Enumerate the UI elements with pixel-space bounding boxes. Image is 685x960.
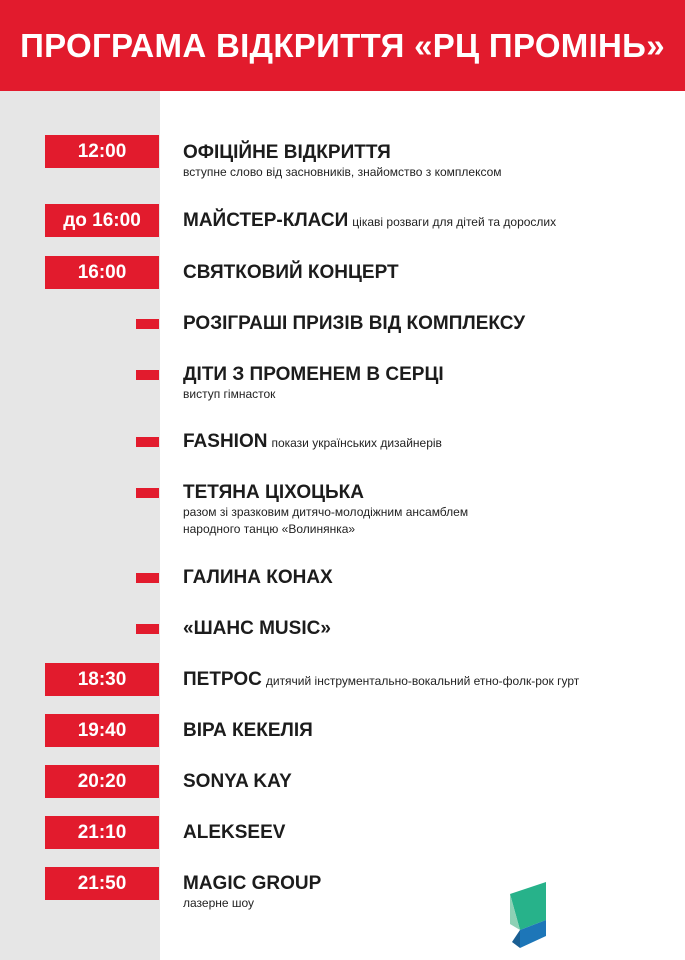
program-item: [183, 364, 673, 403]
item-title: СВЯТКОВИЙ КОНЦЕРТ: [183, 262, 399, 283]
item-title: ALEKSEEV: [183, 822, 286, 843]
item-title: ВІРА КЕКЕЛІЯ: [183, 720, 313, 741]
program-item: [183, 210, 673, 233]
program-item: [183, 313, 673, 335]
header-bar: [0, 0, 685, 91]
program-item: [183, 567, 673, 589]
item-title: ТЕТЯНА ЦІХОЦЬКА: [183, 482, 364, 503]
time-badge: 19:40: [45, 714, 159, 747]
program-item: [183, 720, 673, 742]
time-badge: 12:00: [45, 135, 159, 168]
time-badge: до 16:00: [45, 204, 159, 237]
program-item: [183, 822, 673, 844]
page-title: ПРОГРАМА ВІДКРИТТЯ «РЦ ПРОМІНЬ»: [20, 26, 665, 64]
item-title: ГАЛИНА КОНАХ: [183, 567, 333, 588]
item-description: лазерне шоу: [183, 896, 255, 910]
program-item: [183, 431, 673, 454]
promin-logo-icon: [506, 880, 548, 950]
timeline-marker: [136, 370, 159, 380]
item-description: вступне слово від засновників, знайомство з комплексом: [183, 165, 502, 179]
item-description: дитячий інструментально-вокальний етно-фолк-рок гурт: [265, 674, 580, 688]
item-title: ОФІЦІЙНЕ ВІДКРИТТЯ: [183, 142, 391, 163]
item-title: SONYA KAY: [183, 771, 292, 792]
program-item: [183, 482, 673, 538]
program-item: [183, 771, 673, 793]
timeline-marker: [136, 319, 159, 329]
program-item: [183, 873, 673, 912]
item-title: MAGIC GROUP: [183, 873, 322, 894]
item-description: цікаві розваги для дітей та дорослих: [352, 215, 557, 229]
item-description: покази українських дизайнерів: [271, 436, 442, 450]
program-item: [183, 142, 673, 181]
timeline-marker: [136, 573, 159, 583]
program-item: [183, 618, 673, 640]
timeline-marker: [136, 488, 159, 498]
item-description: разом зі зразковим дитячо-молодіжним ансамблем народного танцю «Волинянка»: [183, 505, 469, 536]
timeline-marker: [136, 437, 159, 447]
program-item: [183, 669, 673, 692]
item-title: МАЙСТЕР-КЛАСИ: [183, 210, 349, 231]
time-badge: 21:50: [45, 867, 159, 900]
item-title: «ШАНС MUSIC»: [183, 618, 331, 639]
time-badge: 16:00: [45, 256, 159, 289]
item-title: FASHION: [183, 431, 268, 452]
time-badge: 18:30: [45, 663, 159, 696]
time-badge: 20:20: [45, 765, 159, 798]
item-title: ДІТИ З ПРОМЕНЕМ В СЕРЦІ: [183, 364, 444, 385]
time-badge: 21:10: [45, 816, 159, 849]
timeline-marker: [136, 624, 159, 634]
item-title: ПЕТРОС: [183, 669, 262, 690]
program-item: [183, 262, 673, 284]
item-description: виступ гімнасток: [183, 387, 276, 401]
item-title: РОЗІГРАШІ ПРИЗІВ ВІД КОМПЛЕКСУ: [183, 313, 526, 334]
